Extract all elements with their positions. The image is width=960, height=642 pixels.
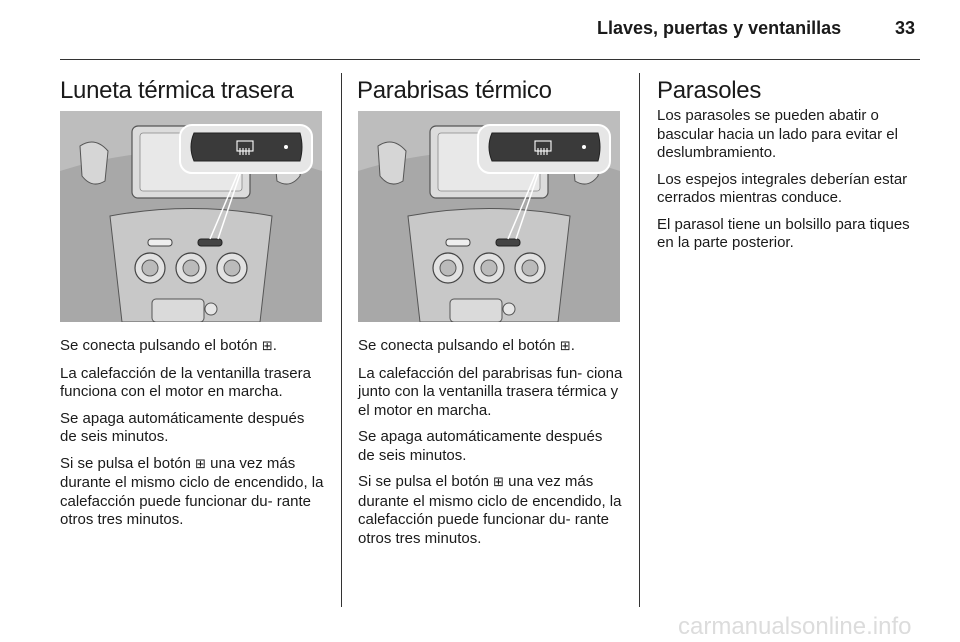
column-divider: [341, 73, 342, 607]
watermark: carmanualsonline.info: [678, 613, 912, 640]
dashboard-illustration-windshield: [358, 111, 620, 322]
paragraph: Si se pulsa el botón ⊞ una vez más durante el mismo ciclo de encendido, la calefacción puede funcionar du- rante otros tres minutos.: [358, 473, 622, 547]
paragraph: La calefacción de la ventanilla trasera funciona con el motor en marcha.: [60, 364, 311, 400]
rear-window-heater-icon: ⊞: [261, 339, 273, 354]
paragraph: Los parasoles se pueden abatir o bascular hacia un lado para evitar el deslumbramiento.: [657, 107, 898, 161]
text-block-parabrisas: [358, 337, 623, 556]
paragraph: Se conecta pulsando el botón ⊞.: [358, 337, 575, 354]
paragraph: Se conecta pulsando el botón ⊞.: [60, 337, 277, 354]
paragraph: Se apaga automáticamente después de seis minutos.: [358, 428, 603, 464]
header-title: Llaves, puertas y ventanillas: [597, 18, 842, 38]
text-block-parasoles: [657, 107, 925, 261]
column-divider: [639, 73, 640, 607]
text-block-luneta: [60, 337, 325, 538]
section-title-luneta: Luneta térmica trasera: [60, 77, 294, 104]
header-rule: [60, 59, 920, 60]
rear-window-heater-icon: ⊞: [195, 456, 206, 472]
page-number: 33: [895, 18, 916, 38]
windshield-heater-icon: ⊞: [493, 475, 504, 490]
paragraph: El parasol tiene un bolsillo para tiques en la parte posterior.: [657, 215, 910, 251]
windshield-heater-icon: ⊞: [559, 339, 571, 354]
paragraph: Si se pulsa el botón ⊞ una vez más durante el mismo ciclo de encendido, la calefacción puede funcionar du- rante otros tres minutos.: [60, 454, 324, 528]
paragraph: La calefacción del parabrisas fun- ciona junto con la ventanilla trasera térmica y el motor en marcha.: [358, 364, 623, 419]
dashboard-illustration-rear: [60, 111, 322, 322]
paragraph: Se apaga automáticamente después de seis minutos.: [60, 409, 305, 445]
paragraph: Los espejos integrales deberían estar cerrados mientras conduce.: [657, 170, 908, 206]
section-title-parabrisas: Parabrisas térmico: [357, 77, 552, 104]
section-title-parasoles: Parasoles: [657, 77, 762, 104]
